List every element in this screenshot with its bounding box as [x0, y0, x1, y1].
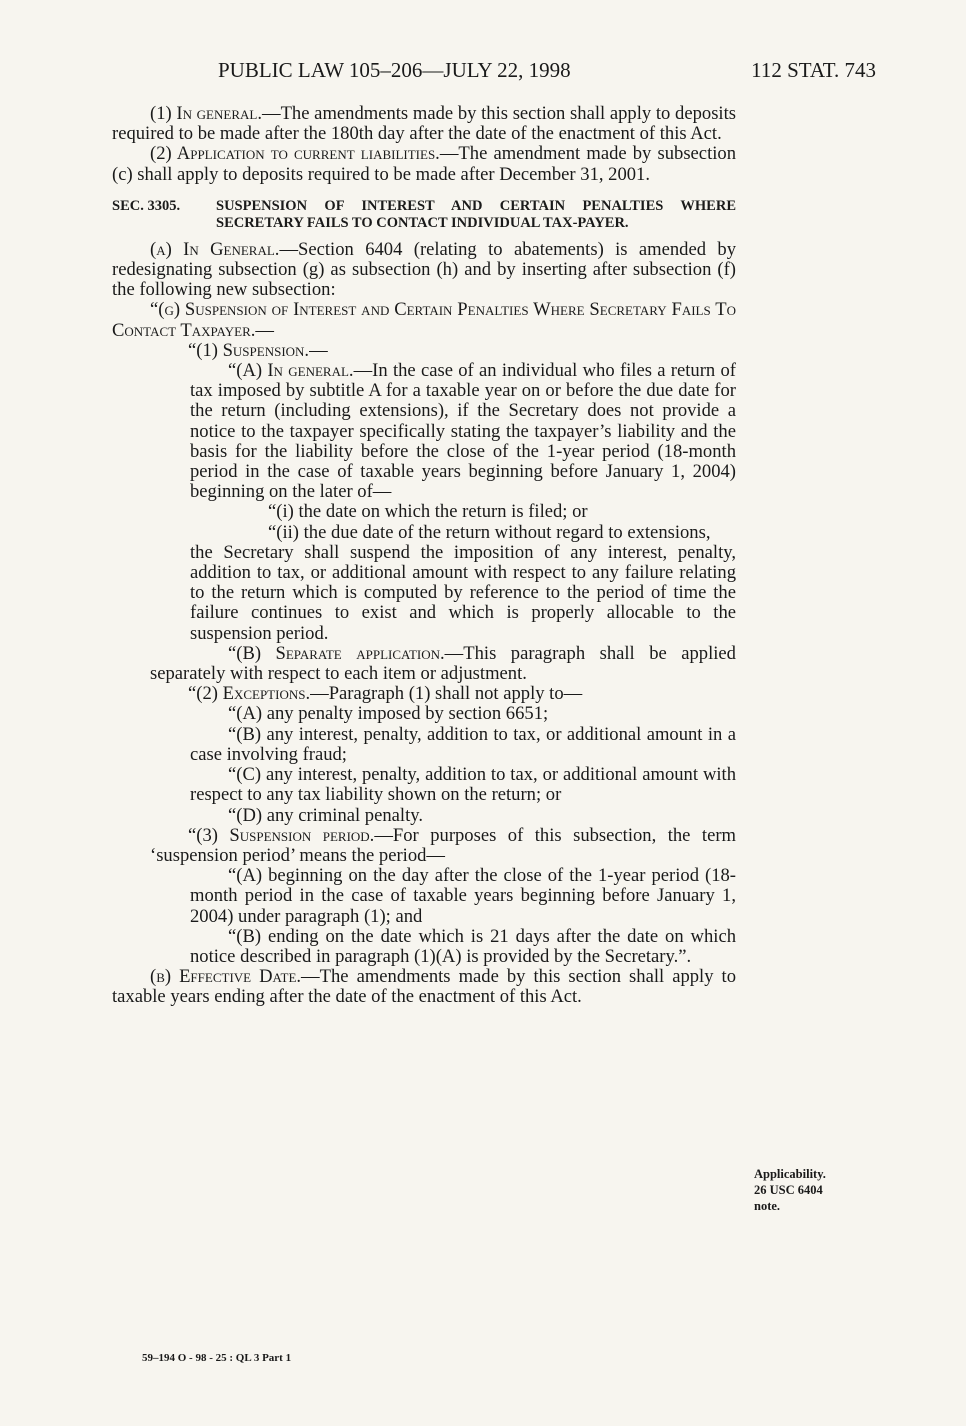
margin-note — [754, 1166, 826, 1214]
period-A: “(A) beginning on the day after the close of the 1-year period (18-month period in the case of taxable years beginning before January 1, 2004) under paragraph (1); and — [190, 865, 736, 927]
clause-i: “(i) the date on which the return is filed; or — [268, 501, 588, 523]
subsection-g-heading: “(g) Suspension of Interest and Certain Penalties Where Secretary Fails To Contact Taxpayer.— — [112, 299, 736, 341]
section-title: SUSPENSION OF INTEREST AND CERTAIN PENALTIES WHERE SECRETARY FAILS TO CONTACT INDIVIDUAL TAX-PAYER. — [216, 197, 736, 231]
running-head-title: PUBLIC LAW 105–206—JULY 22, 1998 — [218, 58, 571, 82]
paragraph-1-in-general: (1) In general.—The amendments made by this section shall apply to deposits required to be made after the 180th day after the date of the enactment of this Act. — [112, 103, 736, 145]
print-code-footer: 59–194 O - 98 - 25 : QL 3 Part 1 — [142, 1352, 292, 1364]
statute-page-number: 112 STAT. 743 — [751, 58, 876, 82]
page-header — [0, 58, 966, 88]
margin-note-note: note. — [754, 1199, 781, 1213]
statute-body — [112, 104, 736, 1008]
exception-C: “(C) any interest, penalty, addition to tax, or additional amount with respect to any tax liability shown on the return; or — [190, 764, 736, 806]
continuation-text: the Secretary shall suspend the imposition of any interest, penalty, addition to tax, or additional amount with respect to any failure relating to the return which is computed by reference to the period of time the failure continues to exist and which is properly allocable to the suspension period. — [190, 541, 736, 644]
exception-D: “(D) any criminal penalty. — [228, 804, 423, 826]
subparagraph-1B: “(B) Separate application.—This paragraph shall be applied separately with respect to each item or adjustment. — [150, 642, 736, 685]
margin-note-applicability: Applicability. — [754, 1167, 826, 1181]
section-heading — [112, 198, 736, 232]
section-number: SEC. 3305. — [112, 197, 181, 214]
exception-B: “(B) any interest, penalty, addition to tax, or additional amount in a case involving fraud; — [190, 723, 736, 765]
paragraph-2-exceptions: “(2) Exceptions.—Paragraph (1) shall not apply to— — [188, 683, 583, 705]
subsection-b-effective-date: (b) Effective Date.—The amendments made by this section shall apply to taxable years ending after the date of the enactment of this Act. — [112, 966, 736, 1008]
subsection-a: (a) In General.—Section 6404 (relating to abatements) is amended by redesignating subsection (g) as subsection (h) and by inserting after subsection (f) the following new subsection: — [112, 238, 736, 301]
period-B: “(B) ending on the date which is 21 days after the date on which notice described in paragraph (1)(A) is provided by the Secretary.”. — [190, 925, 736, 967]
paragraph-3-suspension-period: “(3) Suspension period.—For purposes of this subsection, the term ‘suspension period’ means the period— — [150, 824, 736, 866]
clause-ii: “(ii) the due date of the return without regard to extensions, — [268, 521, 711, 543]
paragraph-2-application: (2) Application to current liabilities.—The amendment made by subsection (c) shall apply to deposits required to be made after December 31, 2001. — [112, 143, 736, 185]
margin-note-usc: 26 USC 6404 — [754, 1183, 823, 1197]
exception-A: “(A) any penalty imposed by section 6651; — [228, 703, 549, 725]
paragraph-1-suspension: “(1) Suspension.— — [188, 339, 328, 361]
subparagraph-1A: “(A) In general.—In the case of an individual who files a return of tax imposed by subtitle A for a taxable year on or before the due date for the return (including extensions), if the Secretary does not provide a notice to the taxpayer specifically stating the taxpayer’s liability and the basis for the liability before the close of the 1-year period (18-month period in the case of taxable years beginning before January 1, 2004) beginning on the later of— — [190, 360, 736, 503]
